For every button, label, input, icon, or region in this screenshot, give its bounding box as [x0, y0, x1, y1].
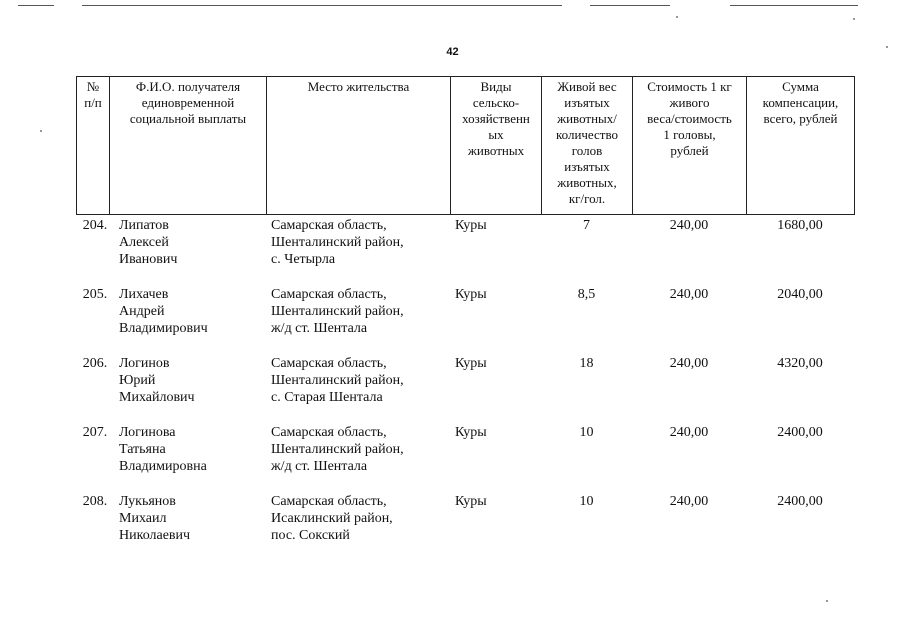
text-line: живого — [669, 95, 710, 110]
text-line: Михаил — [119, 511, 167, 526]
text-line: Место жительства — [307, 79, 410, 94]
text-line: с. Старая Шентала — [271, 390, 383, 405]
text-line: Лукьянов — [119, 494, 176, 509]
recipient-name — [119, 286, 264, 337]
text-line: пос. Сокский — [271, 528, 350, 543]
row-number: 208. — [82, 494, 108, 509]
text-line: Андрей — [119, 304, 165, 319]
text-line: сельско- — [472, 95, 520, 110]
text-line: социальной выплаты — [129, 111, 247, 126]
text-line: Владимировна — [119, 459, 207, 474]
text-line: Логинова — [119, 425, 176, 440]
table-row — [76, 423, 854, 492]
recipient-name — [119, 217, 264, 268]
text-line: Шенталинский район, — [271, 373, 404, 388]
text-line: Шенталинский район, — [271, 304, 404, 319]
compensation-sum: 2400,00 — [777, 494, 823, 509]
animal-type: Куры — [455, 356, 487, 371]
text-line: Самарская область, — [271, 287, 387, 302]
table-row — [76, 354, 854, 423]
text-line: Самарская область, — [271, 356, 387, 371]
text-line: Исаклинский район, — [271, 511, 393, 526]
text-line: Ф.И.О. получателя — [135, 79, 241, 94]
header-live-weight — [542, 77, 633, 215]
text-line: рублей — [670, 143, 709, 158]
unit-cost: 240,00 — [669, 287, 709, 302]
text-line: ж/д ст. Шентала — [271, 321, 368, 336]
residence-address — [271, 355, 446, 406]
text-line: Стоимость 1 кг — [647, 79, 732, 94]
live-weight: 10 — [579, 494, 594, 509]
text-line: № — [86, 79, 100, 94]
text-line: Самарская область, — [271, 425, 387, 440]
header-row — [77, 77, 855, 215]
text-line: веса/стоимость — [647, 111, 732, 126]
text-line: Алексей — [119, 235, 169, 250]
text-line: Шенталинский район, — [271, 235, 404, 250]
table-row — [76, 285, 854, 354]
header-unit-cost — [633, 77, 747, 215]
header-animal-type — [451, 77, 542, 215]
text-line: Логинов — [119, 356, 170, 371]
animal-type: Куры — [455, 218, 487, 233]
unit-cost: 240,00 — [669, 425, 709, 440]
row-number: 206. — [82, 356, 108, 371]
live-weight: 10 — [579, 425, 594, 440]
text-line: Владимирович — [119, 321, 208, 336]
text-line: кг/гол. — [568, 191, 606, 206]
text-line: Шенталинский район, — [271, 442, 404, 457]
text-line: Юрий — [119, 373, 156, 388]
text-line: животных, — [557, 175, 617, 190]
text-line: животных/ — [557, 111, 617, 126]
row-number: 205. — [82, 287, 108, 302]
unit-cost: 240,00 — [669, 494, 709, 509]
residence-address — [271, 424, 446, 475]
compensation-sum: 2400,00 — [777, 425, 823, 440]
table-row — [76, 216, 854, 285]
text-line: Николаевич — [119, 528, 191, 543]
live-weight: 7 — [583, 218, 590, 233]
text-line: Липатов — [119, 218, 169, 233]
scan-artifact-line — [730, 5, 858, 6]
text-line: 1 головы, — [663, 127, 716, 142]
text-line: Татьяна — [119, 442, 166, 457]
text-line: Иванович — [119, 252, 178, 267]
compensation-sum: 4320,00 — [777, 356, 823, 371]
text-line: ж/д ст. Шентала — [271, 459, 368, 474]
live-weight: 8,5 — [577, 287, 596, 302]
scan-artifact-dot — [40, 130, 42, 132]
table-body — [76, 216, 854, 561]
text-line: Самарская область, — [271, 218, 387, 233]
text-line: единовременной — [141, 95, 235, 110]
page-number: 42 — [446, 46, 459, 58]
table-row — [76, 492, 854, 561]
text-line: хозяйственн — [462, 111, 530, 126]
animal-type: Куры — [455, 287, 487, 302]
text-line: ых — [488, 127, 504, 142]
header-compensation-sum — [747, 77, 855, 215]
scan-artifact-dot — [676, 16, 678, 18]
residence-address — [271, 286, 446, 337]
recipient-name — [119, 355, 264, 406]
text-line: голов — [571, 143, 603, 158]
text-line: с. Четырла — [271, 252, 336, 267]
row-number: 207. — [82, 425, 108, 440]
compensation-sum: 1680,00 — [777, 218, 823, 233]
text-line: всего, рублей — [763, 111, 838, 126]
unit-cost: 240,00 — [669, 218, 709, 233]
animal-type: Куры — [455, 425, 487, 440]
header-number — [77, 77, 110, 215]
scan-artifact-dot — [826, 600, 828, 602]
scan-artifact-dot — [853, 18, 855, 20]
table-header — [76, 76, 855, 215]
text-line: Лихачев — [119, 287, 169, 302]
text-line: Сумма — [782, 79, 819, 94]
compensation-sum: 2040,00 — [777, 287, 823, 302]
text-line: изъятых — [564, 159, 610, 174]
text-line: количество — [555, 127, 619, 142]
header-residence — [267, 77, 451, 215]
unit-cost: 240,00 — [669, 356, 709, 371]
scan-artifact-line — [18, 5, 54, 6]
residence-address — [271, 493, 446, 544]
text-line: Виды — [480, 79, 512, 94]
text-line: Михайлович — [119, 390, 195, 405]
scan-artifact-line — [82, 5, 562, 6]
text-line: изъятых — [564, 95, 610, 110]
recipient-name — [119, 424, 264, 475]
recipient-name — [119, 493, 264, 544]
header-recipient-name — [110, 77, 267, 215]
animal-type: Куры — [455, 494, 487, 509]
live-weight: 18 — [579, 356, 594, 371]
text-line: Живой вес — [557, 79, 617, 94]
text-line: животных — [467, 143, 525, 158]
row-number: 204. — [82, 218, 108, 233]
text-line: компенсации, — [762, 95, 839, 110]
text-line: Самарская область, — [271, 494, 387, 509]
text-line: п/п — [84, 95, 102, 110]
scan-artifact-line — [590, 5, 670, 6]
residence-address — [271, 217, 446, 268]
